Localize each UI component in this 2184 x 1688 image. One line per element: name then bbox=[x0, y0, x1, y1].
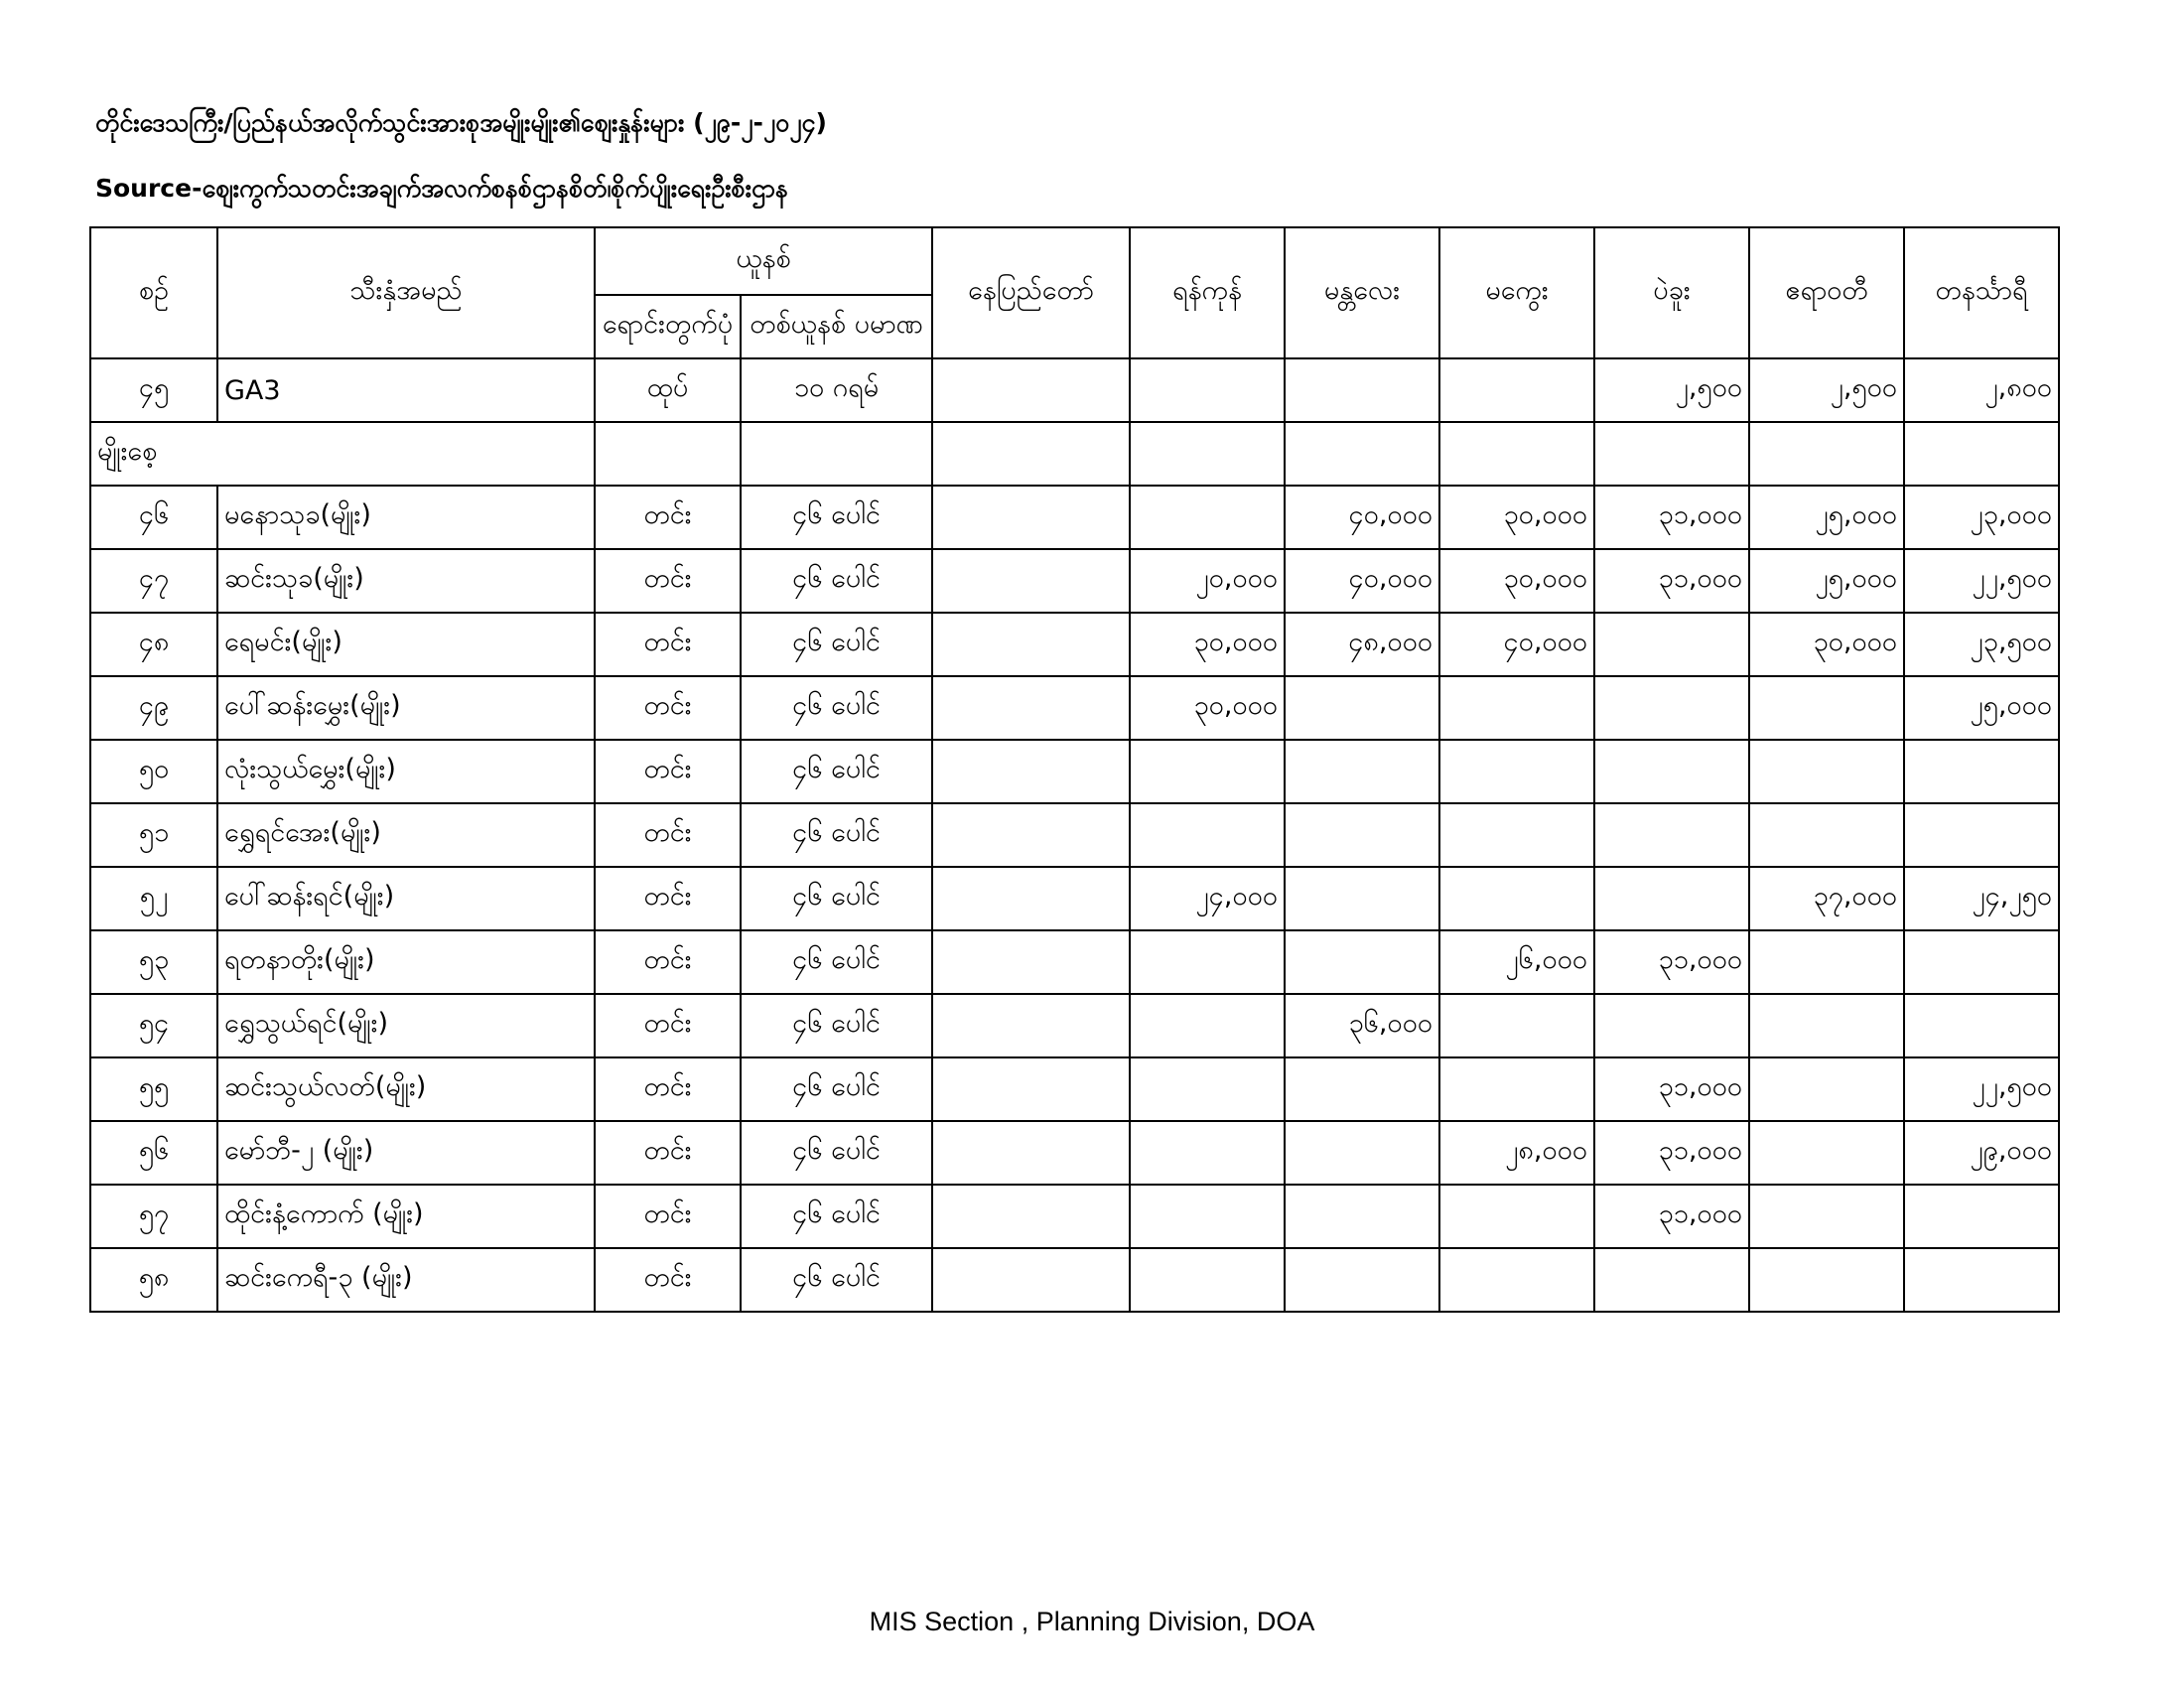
quantity-cell: ၄၆ ပေါင် bbox=[741, 1121, 932, 1185]
price-table bbox=[89, 226, 2060, 1313]
price-cell bbox=[1130, 1057, 1285, 1121]
price-cell: ၃၀,၀၀၀ bbox=[1749, 613, 1904, 676]
price-cell bbox=[1749, 1121, 1904, 1185]
price-cell: ၂၉,၀၀၀ bbox=[1904, 1121, 2059, 1185]
price-cell: ၂၅,၀၀၀ bbox=[1749, 486, 1904, 549]
price-cell bbox=[1749, 803, 1904, 867]
table-row bbox=[90, 803, 2059, 867]
price-cell bbox=[932, 930, 1130, 994]
price-cell bbox=[1749, 1185, 1904, 1248]
table-row bbox=[90, 549, 2059, 613]
crop-name: ရွှေသွယ်ရင်(မျိုး) bbox=[217, 994, 595, 1057]
price-cell bbox=[1904, 1248, 2059, 1312]
price-cell bbox=[1749, 994, 1904, 1057]
footer-text: MIS Section , Planning Division, DOA bbox=[869, 1607, 1315, 1636]
price-cell: ၂၅,၀၀၀ bbox=[1904, 676, 2059, 740]
row-number: ၅၂ bbox=[90, 867, 217, 930]
price-cell: ၂၆,၀၀၀ bbox=[1439, 930, 1594, 994]
price-cell bbox=[1130, 486, 1285, 549]
unit-cell: ထုပ် bbox=[595, 358, 741, 422]
crop-name: လုံးသွယ်မွှေး(မျိုး) bbox=[217, 740, 595, 803]
unit-cell: တင်း bbox=[595, 549, 741, 613]
price-cell: ၂,၈၀၀ bbox=[1904, 358, 2059, 422]
price-cell: ၄၈,၀၀၀ bbox=[1285, 613, 1439, 676]
header-region: မန္တလေး bbox=[1285, 227, 1439, 358]
empty-cell bbox=[595, 422, 741, 486]
price-cell: ၂၄,၂၅၀ bbox=[1904, 867, 2059, 930]
price-cell: ၂၀,၀၀၀ bbox=[1130, 549, 1285, 613]
price-cell bbox=[1130, 1248, 1285, 1312]
price-cell bbox=[1439, 1248, 1594, 1312]
price-cell bbox=[1285, 867, 1439, 930]
price-cell bbox=[932, 1057, 1130, 1121]
header-region: ပဲခူး bbox=[1594, 227, 1749, 358]
row-number: ၄၉ bbox=[90, 676, 217, 740]
crop-name: ရွှေရင်အေး(မျိုး) bbox=[217, 803, 595, 867]
price-cell bbox=[1594, 994, 1749, 1057]
table-row bbox=[90, 867, 2059, 930]
header-region: ဧရာဝတီ bbox=[1749, 227, 1904, 358]
price-cell bbox=[1130, 1121, 1285, 1185]
crop-name: မော်ဘီ-၂ (မျိုး) bbox=[217, 1121, 595, 1185]
price-cell bbox=[1285, 930, 1439, 994]
unit-cell: တင်း bbox=[595, 1248, 741, 1312]
table-row bbox=[90, 1121, 2059, 1185]
header-unit-market: ရောင်းတွက်ပုံ bbox=[595, 295, 741, 358]
price-cell: ၃၀,၀၀၀ bbox=[1130, 676, 1285, 740]
price-cell bbox=[1285, 1121, 1439, 1185]
price-cell: ၃၀,၀၀၀ bbox=[1439, 549, 1594, 613]
price-cell bbox=[1904, 803, 2059, 867]
price-cell: ၂၂,၅၀၀ bbox=[1904, 549, 2059, 613]
price-cell bbox=[932, 803, 1130, 867]
table-row bbox=[90, 930, 2059, 994]
document-title: တိုင်းဒေသကြီး/ပြည်နယ်အလိုက်သွင်းအားစုအမျိုးမျိုး၏ဈေးနှုန်းများ (၂၉-၂-၂၀၂၄) bbox=[95, 108, 827, 137]
price-cell: ၂၂,၅၀၀ bbox=[1904, 1057, 2059, 1121]
price-cell bbox=[1439, 867, 1594, 930]
unit-cell: တင်း bbox=[595, 930, 741, 994]
price-cell bbox=[1904, 1185, 2059, 1248]
price-cell: ၄၀,၀၀၀ bbox=[1285, 486, 1439, 549]
quantity-cell: ၄၆ ပေါင် bbox=[741, 740, 932, 803]
price-cell bbox=[1130, 994, 1285, 1057]
unit-cell: တင်း bbox=[595, 740, 741, 803]
header-unit-quantity: တစ်ယူနစ် ပမာဏ bbox=[741, 295, 932, 358]
price-cell bbox=[932, 740, 1130, 803]
table-row bbox=[90, 1248, 2059, 1312]
crop-name: ဆင်းသွယ်လတ်(မျိုး) bbox=[217, 1057, 595, 1121]
header-region: မကွေး bbox=[1439, 227, 1594, 358]
price-cell bbox=[1904, 994, 2059, 1057]
source-line: Source-ဈေးကွက်သတင်းအချက်အလက်စနစ်ဌာနစိတ်၊စိုက်ပျိုးရေးဦးစီးဌာန bbox=[95, 174, 789, 203]
price-cell bbox=[1904, 740, 2059, 803]
unit-cell: တင်း bbox=[595, 994, 741, 1057]
row-number: ၄၆ bbox=[90, 486, 217, 549]
price-cell bbox=[932, 358, 1130, 422]
row-number: ၅၃ bbox=[90, 930, 217, 994]
empty-cell bbox=[1904, 422, 2059, 486]
row-number: ၅၀ bbox=[90, 740, 217, 803]
unit-cell: တင်း bbox=[595, 676, 741, 740]
price-cell bbox=[932, 1185, 1130, 1248]
price-cell: ၃၇,၀၀၀ bbox=[1749, 867, 1904, 930]
row-number: ၅၁ bbox=[90, 803, 217, 867]
price-cell: ၂၄,၀၀၀ bbox=[1130, 867, 1285, 930]
table-row bbox=[90, 1185, 2059, 1248]
price-cell bbox=[1594, 613, 1749, 676]
price-cell bbox=[1285, 1057, 1439, 1121]
quantity-cell: ၁၀ ဂရမ် bbox=[741, 358, 932, 422]
price-cell bbox=[1594, 1248, 1749, 1312]
unit-cell: တင်း bbox=[595, 1121, 741, 1185]
crop-name: ရေမင်း(မျိုး) bbox=[217, 613, 595, 676]
header-unit: ယူနစ် bbox=[595, 227, 932, 295]
price-cell: ၃၁,၀၀၀ bbox=[1594, 1057, 1749, 1121]
quantity-cell: ၄၆ ပေါင် bbox=[741, 994, 932, 1057]
quantity-cell: ၄၆ ပေါင် bbox=[741, 1185, 932, 1248]
price-cell bbox=[932, 613, 1130, 676]
price-cell bbox=[1130, 803, 1285, 867]
header-crop-name: သီးနှံအမည် bbox=[217, 227, 595, 358]
price-cell bbox=[932, 676, 1130, 740]
empty-cell bbox=[1594, 422, 1749, 486]
price-cell bbox=[1749, 676, 1904, 740]
price-cell bbox=[932, 486, 1130, 549]
quantity-cell: ၄၆ ပေါင် bbox=[741, 1057, 932, 1121]
unit-cell: တင်း bbox=[595, 486, 741, 549]
row-number: ၅၄ bbox=[90, 994, 217, 1057]
empty-cell bbox=[1439, 422, 1594, 486]
price-cell bbox=[932, 549, 1130, 613]
empty-cell bbox=[932, 422, 1130, 486]
table-body bbox=[90, 358, 2059, 1312]
empty-cell bbox=[1749, 422, 1904, 486]
table-row bbox=[90, 740, 2059, 803]
crop-name: ဆင်းကေရီ-၃ (မျိုး) bbox=[217, 1248, 595, 1312]
unit-cell: တင်း bbox=[595, 1185, 741, 1248]
price-cell: ၃၁,၀၀၀ bbox=[1594, 1121, 1749, 1185]
quantity-cell: ၄၆ ပေါင် bbox=[741, 486, 932, 549]
price-cell bbox=[932, 867, 1130, 930]
price-cell bbox=[1130, 1185, 1285, 1248]
price-cell bbox=[1749, 1057, 1904, 1121]
table-row bbox=[90, 994, 2059, 1057]
price-cell bbox=[1439, 994, 1594, 1057]
row-number: ၄၈ bbox=[90, 613, 217, 676]
price-cell: ၂,၅၀၀ bbox=[1594, 358, 1749, 422]
price-cell: ၄၀,၀၀၀ bbox=[1285, 549, 1439, 613]
price-cell bbox=[1130, 930, 1285, 994]
price-cell: ၂၃,၅၀၀ bbox=[1904, 613, 2059, 676]
price-cell bbox=[1749, 1248, 1904, 1312]
price-cell bbox=[1594, 740, 1749, 803]
quantity-cell: ၄၆ ပေါင် bbox=[741, 930, 932, 994]
quantity-cell: ၄၆ ပေါင် bbox=[741, 867, 932, 930]
row-number: ၄၇ bbox=[90, 549, 217, 613]
price-cell bbox=[1130, 358, 1285, 422]
price-cell bbox=[1594, 867, 1749, 930]
price-cell: ၂၅,၀၀၀ bbox=[1749, 549, 1904, 613]
unit-cell: တင်း bbox=[595, 613, 741, 676]
price-cell bbox=[1904, 930, 2059, 994]
row-number: ၅၈ bbox=[90, 1248, 217, 1312]
price-cell bbox=[1749, 740, 1904, 803]
price-cell: ၃၀,၀၀၀ bbox=[1130, 613, 1285, 676]
price-cell: ၃၁,၀၀၀ bbox=[1594, 930, 1749, 994]
table-row bbox=[90, 1057, 2059, 1121]
unit-cell: တင်း bbox=[595, 1057, 741, 1121]
empty-cell bbox=[1130, 422, 1285, 486]
price-cell bbox=[1439, 1185, 1594, 1248]
table-row bbox=[90, 613, 2059, 676]
header-region: ရန်ကုန် bbox=[1130, 227, 1285, 358]
price-cell bbox=[1594, 676, 1749, 740]
row-number: ၄၅ bbox=[90, 358, 217, 422]
quantity-cell: ၄၆ ပေါင် bbox=[741, 803, 932, 867]
price-cell bbox=[932, 1248, 1130, 1312]
price-cell bbox=[1285, 740, 1439, 803]
row-number: ၅၆ bbox=[90, 1121, 217, 1185]
price-cell: ၃၁,၀၀၀ bbox=[1594, 1185, 1749, 1248]
price-cell bbox=[1439, 740, 1594, 803]
price-cell: ၃၆,၀၀၀ bbox=[1285, 994, 1439, 1057]
price-cell: ၂၈,၀၀၀ bbox=[1439, 1121, 1594, 1185]
quantity-cell: ၄၆ ပေါင် bbox=[741, 676, 932, 740]
quantity-cell: ၄၆ ပေါင် bbox=[741, 549, 932, 613]
price-cell bbox=[1285, 676, 1439, 740]
header-region: တနင်္သာရီ bbox=[1904, 227, 2059, 358]
price-cell bbox=[1285, 1248, 1439, 1312]
price-cell bbox=[1130, 740, 1285, 803]
quantity-cell: ၄၆ ပေါင် bbox=[741, 613, 932, 676]
price-cell bbox=[1285, 803, 1439, 867]
price-cell bbox=[1439, 358, 1594, 422]
price-cell: ၄၀,၀၀၀ bbox=[1439, 613, 1594, 676]
row-number: ၅၅ bbox=[90, 1057, 217, 1121]
empty-cell bbox=[741, 422, 932, 486]
crop-name: ပေါ်ဆန်းရင်(မျိုး) bbox=[217, 867, 595, 930]
price-cell bbox=[1439, 803, 1594, 867]
header-region: နေပြည်တော် bbox=[932, 227, 1130, 358]
header-no: စဉ် bbox=[90, 227, 217, 358]
price-cell: ၂၃,၀၀၀ bbox=[1904, 486, 2059, 549]
price-cell bbox=[932, 1121, 1130, 1185]
quantity-cell: ၄၆ ပေါင် bbox=[741, 1248, 932, 1312]
unit-cell: တင်း bbox=[595, 803, 741, 867]
crop-name: ရတနာတိုး(မျိုး) bbox=[217, 930, 595, 994]
price-cell bbox=[1439, 676, 1594, 740]
unit-cell: တင်း bbox=[595, 867, 741, 930]
price-cell bbox=[1594, 803, 1749, 867]
crop-name: ထိုင်းနံ့ကောက် (မျိုး) bbox=[217, 1185, 595, 1248]
table-row bbox=[90, 358, 2059, 422]
crop-name: ဆင်းသုခ(မျိုး) bbox=[217, 549, 595, 613]
price-cell: ၃၁,၀၀၀ bbox=[1594, 486, 1749, 549]
price-cell: ၃၀,၀၀၀ bbox=[1439, 486, 1594, 549]
price-cell bbox=[1749, 930, 1904, 994]
price-cell bbox=[1285, 1185, 1439, 1248]
price-cell: ၂,၅၀၀ bbox=[1749, 358, 1904, 422]
crop-name: မနောသုခ(မျိုး) bbox=[217, 486, 595, 549]
empty-cell bbox=[1285, 422, 1439, 486]
price-cell bbox=[1439, 1057, 1594, 1121]
price-cell bbox=[932, 994, 1130, 1057]
crop-name: ပေါ်ဆန်းမွှေး(မျိုး) bbox=[217, 676, 595, 740]
row-number: ၅၇ bbox=[90, 1185, 217, 1248]
price-cell bbox=[1285, 358, 1439, 422]
crop-name: GA3 bbox=[217, 358, 595, 422]
price-cell: ၃၁,၀၀၀ bbox=[1594, 549, 1749, 613]
table-row bbox=[90, 486, 2059, 549]
table-row bbox=[90, 676, 2059, 740]
group-row bbox=[90, 422, 2059, 486]
group-label: မျိုးစေ့ bbox=[90, 422, 595, 486]
